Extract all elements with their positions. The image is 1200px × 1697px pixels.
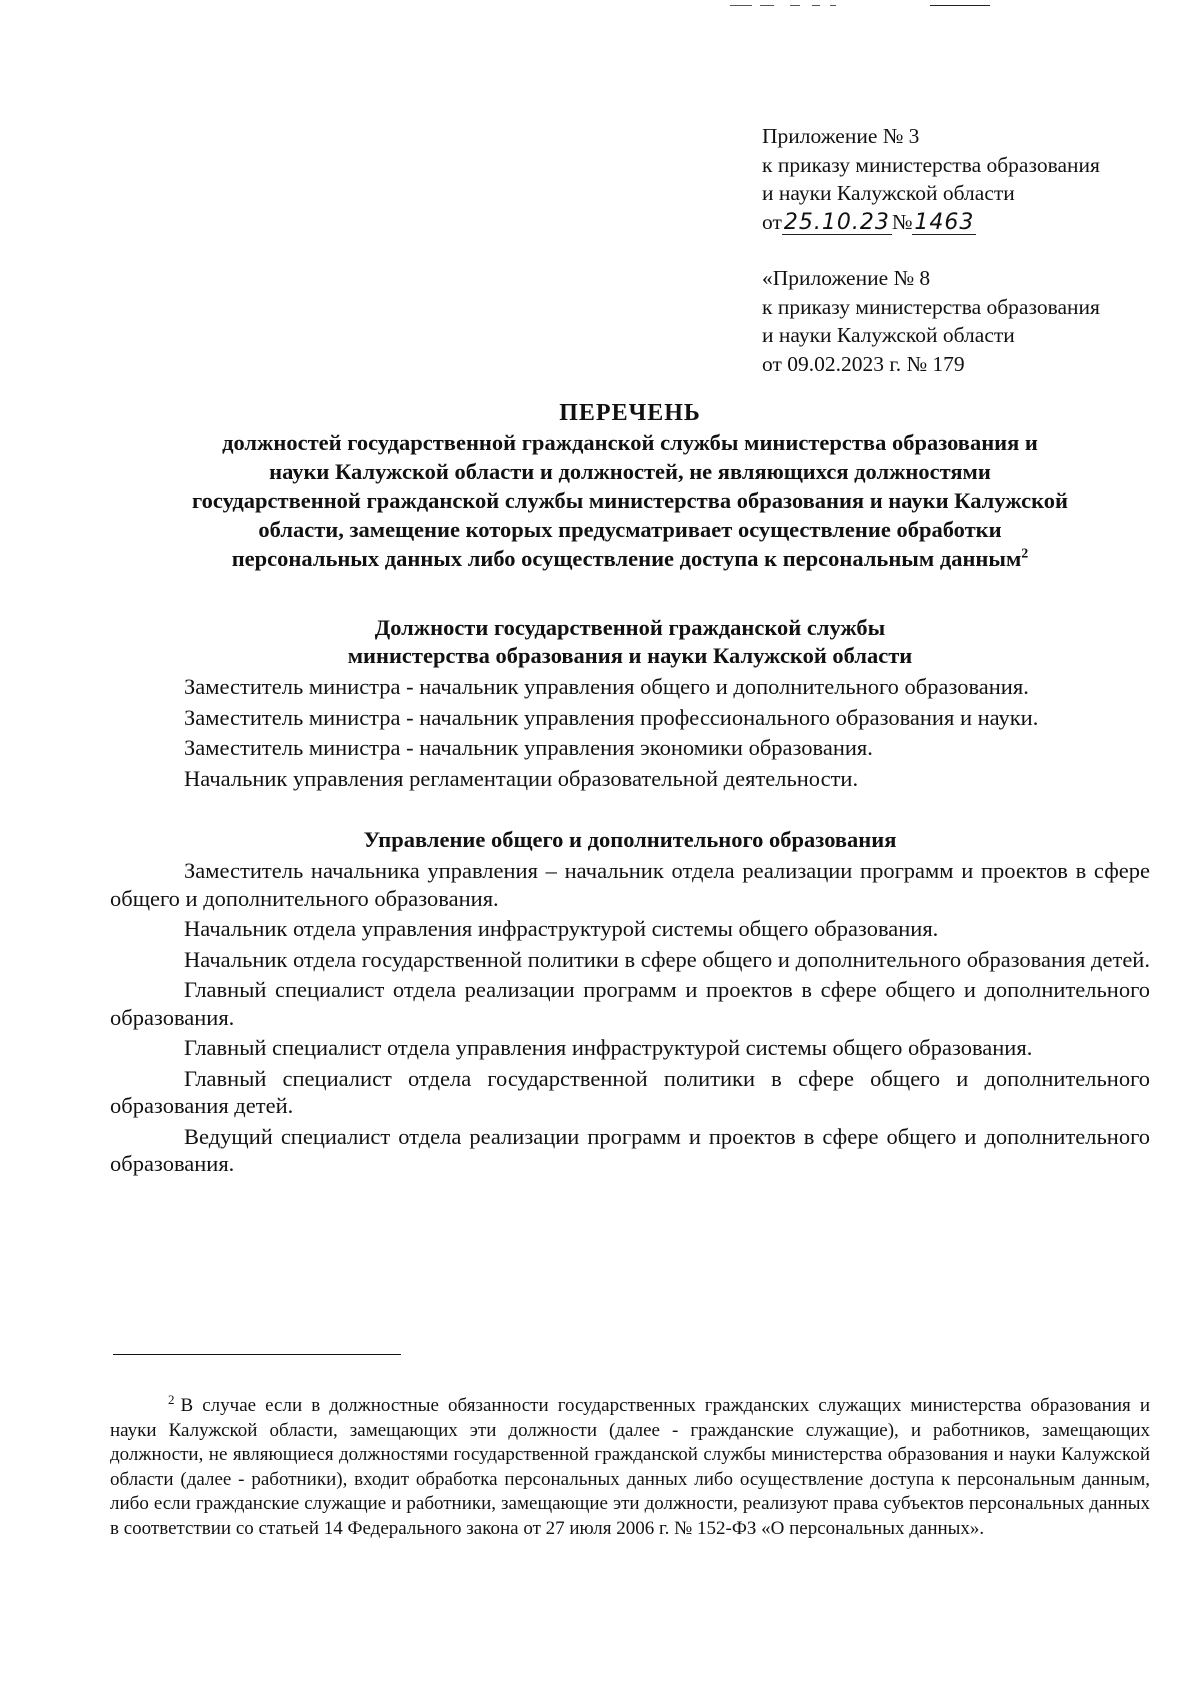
appendix-header-original (762, 264, 1100, 378)
document-title (110, 398, 1150, 573)
appendix-header-current (762, 122, 1100, 236)
handwritten-number: 1463 (914, 209, 975, 235)
footnote-separator (113, 1354, 401, 1355)
footnote-marker: 2 (168, 1391, 175, 1407)
subtitle-text: персональных данных либо осуществление доступа к персональным данным (231, 546, 1022, 571)
position-item: Начальник отдела управления инфраструктурой системы общего образования. (184, 916, 939, 941)
appendix-line: Приложение № 3 (762, 124, 920, 148)
section-heading-line: Должности государственной гражданской службы (374, 615, 886, 640)
document-body (110, 614, 1150, 1178)
position-item: Заместитель министра - начальник управления общего и дополнительного образования. (184, 674, 1029, 699)
section-heading-general-education: Управление общего и дополнительного образования (363, 827, 897, 852)
appendix-line: «Приложение № 8 (762, 266, 931, 290)
subtitle-line: науки Калужской области и должностей, не являющихся должностями (269, 459, 991, 484)
appendix-line: к приказу министерства образования (762, 294, 1100, 319)
position-item: Заместитель начальника управления – начальник отдела реализации программ и проектов в сфере общего и дополнительного образования. (110, 858, 1150, 911)
footnote-reference: 2 (1021, 546, 1029, 562)
title-main: ПЕРЕЧЕНЬ (559, 400, 701, 426)
position-item: Главный специалист отдела реализации программ и проектов в сфере общего и дополнительного образования. (110, 977, 1150, 1030)
subtitle-line: должностей государственной гражданской службы министерства образования и (222, 430, 1038, 455)
appendix-line: от 09.02.2023 г. № 179 (762, 351, 965, 376)
section-heading-civil-service (110, 614, 1150, 670)
number-prefix: № (891, 209, 913, 234)
position-item: Главный специалист отдела управления инфраструктурой системы общего образования. (184, 1035, 1033, 1060)
position-item: Начальник отдела государственной политики в сфере общего и дополнительного образования детей. (184, 946, 1150, 972)
date-prefix: от (762, 209, 782, 234)
appendix-date-line (762, 208, 1100, 237)
position-item: Ведущий специалист отдела реализации программ и проектов в сфере общего и дополнительного образования. (110, 1123, 1150, 1176)
handwritten-date: 25.10.23 (783, 209, 890, 235)
subtitle-line: государственной гражданской службы министерства образования и науки Калужской (191, 488, 1069, 513)
appendix-line: к приказу министерства образования (762, 152, 1100, 177)
footnote (110, 1391, 1150, 1541)
appendix-line: и науки Калужской области (762, 323, 1015, 347)
position-item: Начальник управления регламентации образовательной деятельности. (184, 765, 859, 791)
footnote-text: В случае если в должностные обязанности государственных гражданских служащих министерства образования и науки Калужской области, замещающих эти должности (далее - гражданские служащие), и работников, замещающих должности, не являющиеся должностями государственной гражданской службы министерства образования и науки Калужской области (далее - работники), входит обработка персональных данных либо осуществление доступа к персональным данным, либо если гражданские служащие и работники, замещающие эти должности, реализуют права субъектов персональных данных в соответствии со статьей 14 Федерального закона от 27 июля 2006 г. № 152-ФЗ «О персональных данных». (110, 1395, 1150, 1539)
appendix-line: и науки Калужской области (762, 181, 1015, 205)
position-item: Главный специалист отдела государственной политики в сфере общего и дополнительного образования детей. (110, 1065, 1150, 1118)
scan-artifact (730, 2, 1070, 8)
subtitle-line-last (110, 544, 1150, 573)
position-item: Заместитель министра - начальник управления экономики образования. (184, 735, 873, 760)
section-heading-line: министерства образования и науки Калужской области (347, 643, 913, 668)
position-item: Заместитель министра - начальник управления профессионального образования и науки. (184, 704, 1039, 730)
subtitle-line: области, замещение которых предусматривает осуществление обработки (258, 517, 1002, 542)
